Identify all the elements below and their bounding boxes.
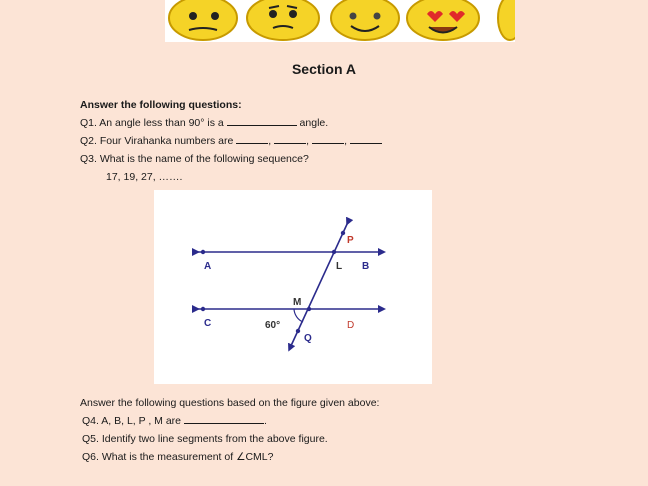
point-q [296, 329, 300, 333]
label-c: C [204, 318, 212, 329]
hmm-face-icon [247, 0, 319, 40]
label-d: D [347, 320, 355, 331]
answer-blank [312, 133, 344, 144]
point-p [341, 231, 345, 235]
section-title: Section A [291, 61, 357, 77]
question-2: Q2. Four Virahanka numbers are , , , [80, 132, 382, 150]
answer-blank [236, 133, 268, 144]
label-b: B [362, 261, 370, 272]
smile-face-icon [331, 0, 399, 40]
heart-eyes-face-icon [407, 0, 479, 40]
question-2-text: Q2. Four Virahanka numbers are [80, 135, 237, 147]
figure-instructions: Answer the following questions based on the figure given above: [80, 397, 380, 409]
label-a: A [204, 261, 212, 272]
question-3: Q3. What is the name of the following sequence? [80, 153, 309, 165]
question-block-1 [80, 96, 382, 186]
label-p: P [347, 235, 354, 246]
question-1-suffix: angle. [296, 117, 329, 129]
point-c [201, 307, 205, 311]
emoji-banner [165, 0, 515, 42]
thinking-face-icon [169, 0, 237, 40]
answer-blank [184, 413, 264, 424]
question-1-prefix: Q1. An angle less than 90° is a [80, 117, 227, 129]
answer-blank [227, 115, 297, 126]
angle-arc [294, 309, 303, 322]
question-6: Q6. What is the measurement of ∠CML? [82, 451, 274, 463]
label-m: M [293, 297, 302, 308]
label-l: L [336, 261, 343, 272]
partial-face-icon [498, 0, 515, 40]
question-4-suffix: . [263, 415, 267, 427]
question-1 [80, 114, 382, 132]
sequence-text: 17, 19, 27, ……. [106, 171, 183, 183]
point-m [307, 307, 311, 311]
point-a [201, 250, 205, 254]
question-4-text: Q4. A, B, L, P , M are [82, 415, 184, 427]
question-block-2 [80, 394, 379, 466]
angle-label: 60° [265, 320, 281, 331]
question-4 [80, 412, 379, 430]
answer-blank [274, 133, 306, 144]
label-q: Q [304, 333, 312, 344]
point-l [332, 250, 336, 254]
instructions-heading: Answer the following questions: [80, 99, 242, 111]
question-5: Q5. Identify two line segments from the above figure. [82, 433, 328, 445]
geometry-figure [154, 190, 432, 384]
answer-blank [350, 133, 382, 144]
